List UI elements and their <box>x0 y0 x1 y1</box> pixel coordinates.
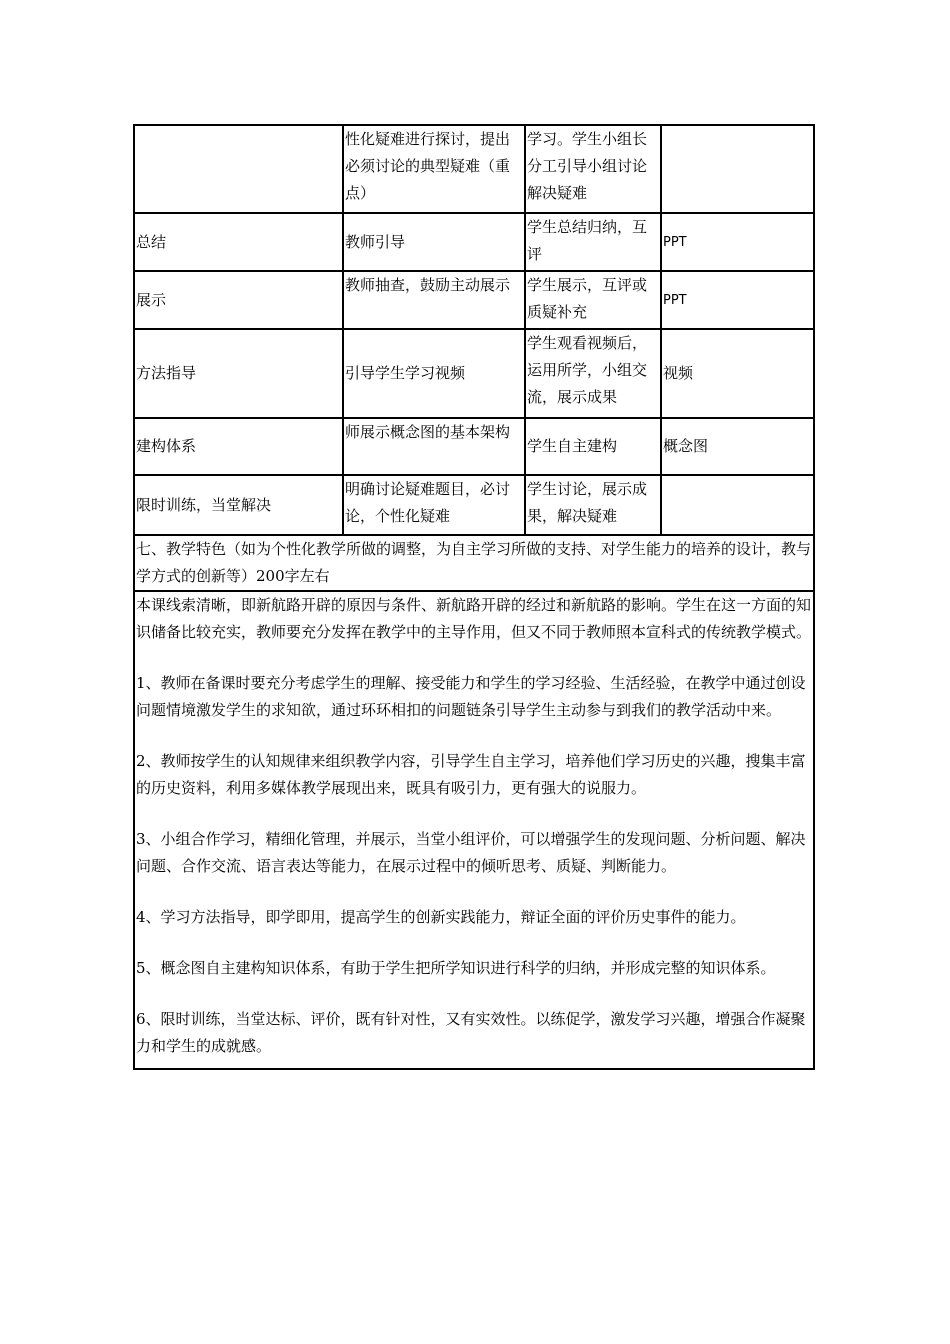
lesson-plan-page <box>133 124 813 1070</box>
table-cell-student-activity: 学生展示，互评或质疑补充 <box>525 271 661 329</box>
table-cell-student-activity: 学生总结归纳，互评 <box>525 213 661 271</box>
table-cell-student-activity: 学生讨论，展示成果，解决疑难 <box>525 475 661 535</box>
lesson-plan-table <box>133 124 815 1070</box>
table-cell-teacher-activity: 性化疑难进行探讨，提出必须讨论的典型疑难（重点） <box>343 125 525 213</box>
table-cell-stage: 总结 <box>134 213 343 271</box>
table-cell-media: 概念图 <box>661 418 814 475</box>
table-cell-student-activity: 学生自主建构 <box>525 418 661 475</box>
table-cell-teacher-activity: 教师抽查，鼓励主动展示 <box>343 271 525 329</box>
table-cell-media: PPT <box>661 213 814 271</box>
paragraph: 4、学习方法指导，即学即用，提高学生的创新实践能力，辩证全面的评价历史事件的能力。 <box>136 908 746 926</box>
table-row <box>134 213 814 271</box>
table-cell-stage: 建构体系 <box>134 418 343 475</box>
table-row <box>134 418 814 475</box>
table-cell-stage <box>134 125 343 213</box>
table-row <box>134 125 814 213</box>
table-row <box>134 329 814 418</box>
paragraph: 1、教师在备课时要充分考虑学生的理解、接受能力和学生的学习经验、生活经验，在教学中通过创设问题情境激发学生的求知欲，通过环环相扣的问题链条引导学生主动参与到我们的教学活动中来。 <box>136 674 806 719</box>
table-cell-teacher-activity: 引导学生学习视频 <box>343 329 525 418</box>
section-heading: 七、教学特色（如为个性化教学所做的调整，为自主学习所做的支持、对学生能力的培养的设计，教与学方式的创新等）200字左右 <box>134 535 814 591</box>
paragraph: 3、小组合作学习，精细化管理，并展示，当堂小组评价，可以增强学生的发现问题、分析问题、解决问题、合作交流、语言表达等能力，在展示过程中的倾听思考、质疑、判断能力。 <box>136 830 806 875</box>
table-cell-stage: 展示 <box>134 271 343 329</box>
table-cell-media <box>661 475 814 535</box>
table-cell-teacher-activity: 教师引导 <box>343 213 525 271</box>
table-cell-student-activity: 学生观看视频后，运用所学，小组交流，展示成果 <box>525 329 661 418</box>
paragraph: 2、教师按学生的认知规律来组织教学内容，引导学生自主学习，培养他们学习历史的兴趣，搜集丰富的历史资料，利用多媒体教学展现出来，既具有吸引力，更有强大的说服力。 <box>136 752 806 797</box>
table-row <box>134 591 814 1069</box>
section-body <box>134 591 814 1069</box>
table-row <box>134 535 814 591</box>
paragraph: 6、限时训练，当堂达标、评价，既有针对性，又有实效性。以练促学，激发学习兴趣，增强合作凝聚力和学生的成就感。 <box>136 1010 806 1055</box>
paragraph: 5、概念图自主建构知识体系，有助于学生把所学知识进行科学的归纳，并形成完整的知识体系。 <box>136 959 776 977</box>
table-cell-media: 视频 <box>661 329 814 418</box>
table-cell-teacher-activity: 明确讨论疑难题目，必讨论，个性化疑难 <box>343 475 525 535</box>
paragraph: 本课线索清晰，即新航路开辟的原因与条件、新航路开辟的经过和新航路的影响。学生在这一方面的知识储备比较充实，教师要充分发挥在教学中的主导作用，但又不同于教师照本宣科式的传统教学模式。 <box>136 596 812 641</box>
table-cell-media <box>661 125 814 213</box>
table-cell-media: PPT <box>661 271 814 329</box>
table-cell-student-activity: 学习。学生小组长分工引导小组讨论解决疑难 <box>525 125 661 213</box>
table-cell-teacher-activity: 师展示概念图的基本架构 <box>343 418 525 475</box>
table-row <box>134 271 814 329</box>
table-cell-stage: 限时训练，当堂解决 <box>134 475 343 535</box>
table-cell-stage: 方法指导 <box>134 329 343 418</box>
table-row <box>134 475 814 535</box>
